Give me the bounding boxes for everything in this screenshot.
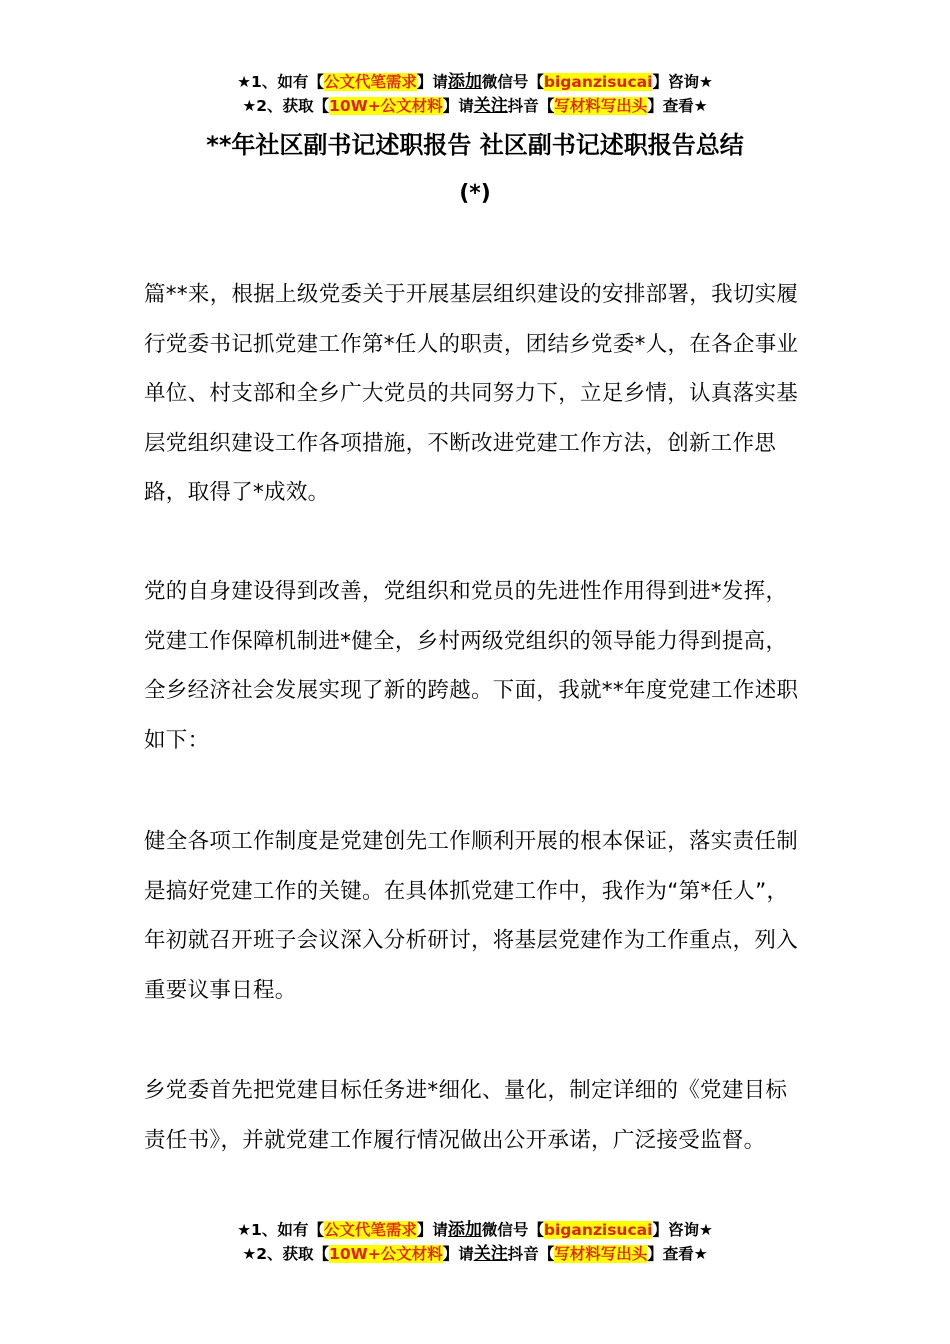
body-paragraph-4	[144, 1066, 808, 1165]
promo-line-1-suffix: 】咨询★	[652, 1221, 713, 1239]
promo-line-1-mid2: 微信号【	[481, 1221, 544, 1239]
top-promo-banner	[0, 70, 950, 118]
promo-line-2-mid: 】请	[442, 1245, 474, 1263]
promo-highlight-service: 公文代笔需求	[323, 1221, 417, 1239]
promo-highlight-service: 公文代笔需求	[323, 73, 417, 91]
promo-line-2	[0, 94, 950, 118]
promo-line-1-mid: 】请	[416, 1221, 448, 1239]
paragraph-text: 健全各项工作制度是党建创先工作顺利开展的根本保证，落实责任制是搞好党建工作的关键。在具体抓党建工作中，我作为“第*任人”，年初就召开班子会议深入分析研讨，将基层党建作为工作重点，列入重要议事日程。	[144, 829, 799, 1003]
body-paragraph-2	[144, 567, 808, 765]
promo-line-1-mid2: 微信号【	[481, 73, 544, 91]
paragraph-text: 党的自身建设得到改善，党组织和党员的先进性作用得到进*发挥，党建工作保障机制进*健全，乡村两级党组织的领导能力得到提高，全乡经济社会发展实现了新的跨越。下面，我就**年度党建工作述职如下：	[144, 579, 799, 753]
promo-line-1	[0, 70, 950, 94]
promo-line-2-suffix: 】查看★	[647, 1245, 708, 1263]
paragraph-text: 篇**来，根据上级党委关于开展基层组织建设的安排部署，我切实履行党委书记抓党建工作第*任人的职责，团结乡党委*人，在各企事业单位、村支部和全乡广大党员的共同努力下，立足乡情，认真落实基层党组织建设工作各项措施，不断改进党建工作方法，创新工作思路，取得了*成效。	[144, 282, 799, 505]
promo-line-1-suffix: 】咨询★	[652, 73, 713, 91]
promo-emphasis-add: 添加	[447, 1220, 482, 1240]
promo-line-1-prefix: ★1、如有【	[237, 73, 324, 91]
promo-line-2-mid2: 抖音【	[507, 1245, 555, 1263]
promo-line-2-prefix: ★2、获取【	[242, 97, 330, 115]
promo-emphasis-follow: 关注	[473, 96, 508, 116]
promo-highlight-materials: 10W+公文材料	[329, 97, 443, 115]
document-subtitle: (*)	[459, 181, 491, 206]
promo-line-1-mid: 】请	[416, 73, 448, 91]
bottom-promo-banner	[0, 1218, 950, 1266]
promo-emphasis-add: 添加	[447, 72, 482, 92]
promo-highlight-douyin-account: 写材料写出头	[554, 97, 648, 115]
document-title: **年社区副书记述职报告 社区副书记述职报告总结	[206, 131, 744, 159]
paragraph-text: 乡党委首先把党建目标任务进*细化、量化，制定详细的《党建目标责任书》，并就党建工作履行情况做出公开承诺，广泛接受监督。	[144, 1078, 788, 1153]
promo-line-2	[0, 1242, 950, 1266]
promo-highlight-wechat-id: biganzisucai	[543, 73, 653, 91]
promo-line-2-mid2: 抖音【	[507, 97, 555, 115]
promo-line-1	[0, 1218, 950, 1242]
body-paragraph-3	[144, 817, 808, 1015]
promo-line-2-prefix: ★2、获取【	[242, 1245, 330, 1263]
promo-line-1-prefix: ★1、如有【	[237, 1221, 324, 1239]
promo-line-2-mid: 】请	[442, 97, 474, 115]
body-paragraph-1	[144, 270, 808, 518]
promo-emphasis-follow: 关注	[473, 1244, 508, 1264]
promo-highlight-douyin-account: 写材料写出头	[554, 1245, 648, 1263]
promo-highlight-wechat-id: biganzisucai	[543, 1221, 653, 1239]
promo-line-2-suffix: 】查看★	[647, 97, 708, 115]
promo-highlight-materials: 10W+公文材料	[329, 1245, 443, 1263]
